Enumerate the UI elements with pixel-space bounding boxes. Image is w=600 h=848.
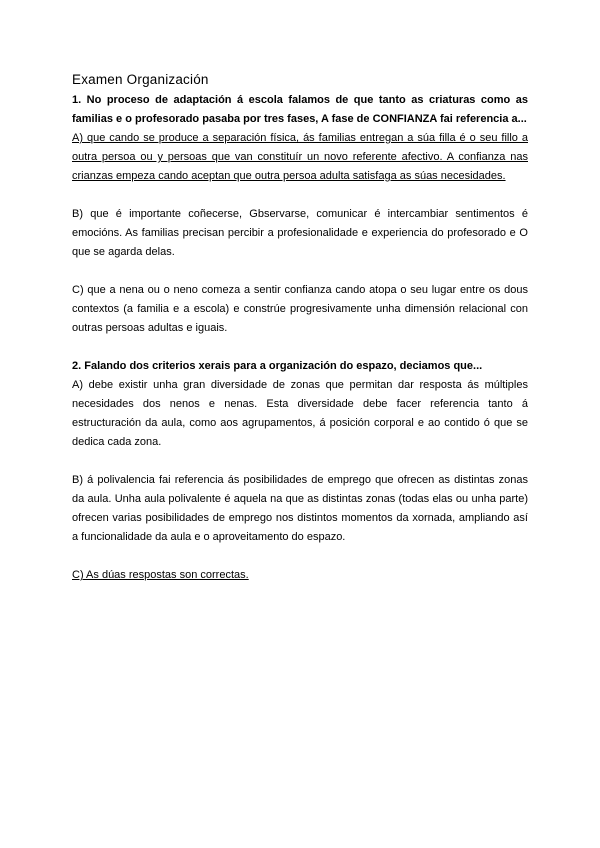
paragraph-gap xyxy=(72,547,528,566)
question-1 xyxy=(72,91,528,338)
question-2-option-a: A) debe existir unha gran diversidade de zonas que permitan dar resposta ás múltiples necesidades dos nenos e nenas. Esta diversidade debe facer referencia tanto á estructuración da aula, como aos agrupamentos, á posición corporal e ao contido ó que se dedica cada zona. xyxy=(72,379,528,448)
document-title: Examen Organización xyxy=(72,72,209,87)
document-page xyxy=(72,70,528,585)
paragraph-gap xyxy=(72,338,528,357)
question-2-option-c: C) As dúas respostas son correctas. xyxy=(72,569,249,581)
question-1-option-b: B) que é importante coñecerse, Gbservarse, comunicar é intercambiar sentimentos é emocións. As familias precisan percibir a profesionalidade e experiencia do profesorado e O que se agarda delas. xyxy=(72,208,528,258)
paragraph-gap xyxy=(72,186,528,205)
paragraph-gap xyxy=(72,262,528,281)
question-2-option-b: B) á polivalencia fai referencia ás posibilidades de emprego que ofrecen as distintas zonas da aula. Unha aula polivalente é aquela na que as distintas zonas (todas elas ou unha parte) ofrecen varias posibilidades de emprego nos distintos momentos da xornada, ampliando así a funcionalidade da aula e o aproveitamento do espazo. xyxy=(72,474,528,543)
question-2-title: 2. Falando dos criterios xerais para a organización do espazo, deciamos que... xyxy=(72,360,483,372)
paragraph-gap xyxy=(72,452,528,471)
question-1-option-c: C) que a nena ou o neno comeza a sentir confianza cando atopa o seu lugar entre os dous contextos (a familia e a escola) e constrúe progresivamente unha dimensión relacional con outras persoas adultas e iguais. xyxy=(72,284,528,334)
question-2 xyxy=(72,357,528,585)
question-1-title: 1. No proceso de adaptación á escola falamos de que tanto as criaturas como as familias e o profesorado pasaba por tres fases, A fase de CONFIANZA fai referencia a... xyxy=(72,94,528,125)
question-1-option-a: A) que cando se produce a separación física, ás familias entregan a súa filla é o seu fillo a outra persoa ou y persoas que van constituír un novo referente afectivo. A confianza nas crianzas empeza cando aceptan que outra persoa adulta satisfaga as súas necesidades. xyxy=(72,132,528,182)
